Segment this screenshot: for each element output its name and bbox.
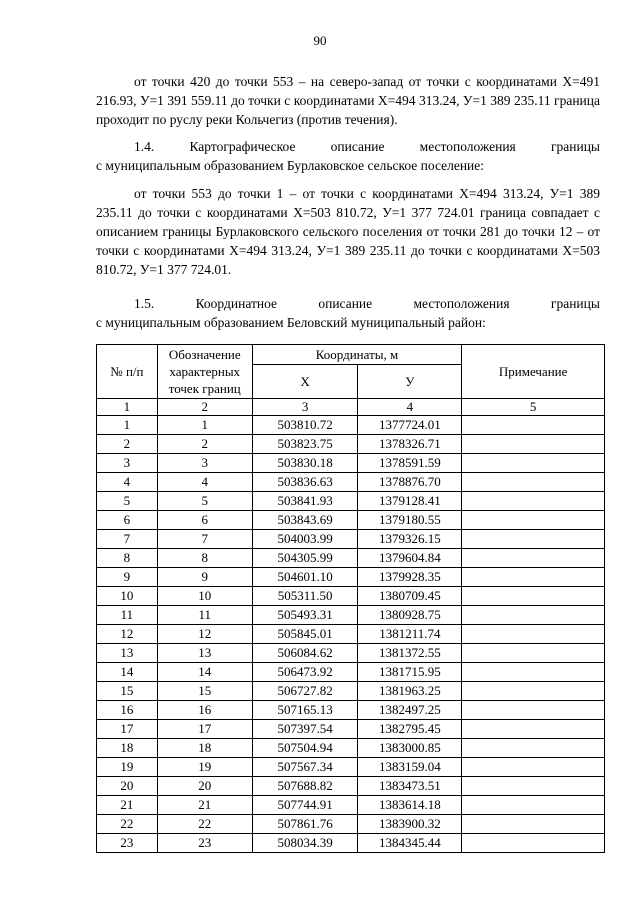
table-row [97, 644, 605, 663]
header-designation: Обозначение характерных точек границ [157, 345, 252, 399]
cell-row-number: 14 [97, 663, 158, 682]
cell-note [462, 758, 605, 777]
cell-row-number: 16 [97, 701, 158, 720]
cell-coord-x: 503823.75 [252, 435, 358, 454]
cell-coord-x: 507165.13 [252, 701, 358, 720]
cell-row-number: 1 [97, 416, 158, 435]
cell-row-number: 12 [97, 625, 158, 644]
cell-note [462, 644, 605, 663]
cell-point-designation: 1 [157, 416, 252, 435]
cell-coord-x: 506473.92 [252, 663, 358, 682]
cell-note [462, 701, 605, 720]
cell-coord-y: 1379928.35 [358, 568, 462, 587]
section-1-4-heading [96, 137, 600, 175]
cell-coord-y: 1383159.04 [358, 758, 462, 777]
cell-point-designation: 14 [157, 663, 252, 682]
table-row [97, 815, 605, 834]
cell-coord-y: 1381715.95 [358, 663, 462, 682]
cell-coord-y: 1384345.44 [358, 834, 462, 853]
table-row [97, 663, 605, 682]
cell-point-designation: 4 [157, 473, 252, 492]
cell-coord-x: 507504.94 [252, 739, 358, 758]
cell-point-designation: 11 [157, 606, 252, 625]
column-number: 4 [358, 399, 462, 416]
cell-point-designation: 9 [157, 568, 252, 587]
cell-point-designation: 20 [157, 777, 252, 796]
section-1-5-word: описание [318, 296, 373, 311]
table-row [97, 720, 605, 739]
page-number: 90 [313, 33, 327, 48]
column-number: 2 [157, 399, 252, 416]
cell-coord-x: 503843.69 [252, 511, 358, 530]
cell-note [462, 492, 605, 511]
table-row [97, 739, 605, 758]
cell-note [462, 435, 605, 454]
table-row [97, 454, 605, 473]
cell-coord-y: 1383473.51 [358, 777, 462, 796]
header-num: № п/п [97, 345, 158, 399]
cell-coord-x: 507397.54 [252, 720, 358, 739]
header-coordinates: Координаты, м [252, 345, 462, 365]
header-x: Х [252, 365, 358, 399]
cell-coord-y: 1382497.25 [358, 701, 462, 720]
cell-coord-x: 505845.01 [252, 625, 358, 644]
column-number: 3 [252, 399, 358, 416]
cell-note [462, 815, 605, 834]
cell-coord-x: 503830.18 [252, 454, 358, 473]
cell-coord-x: 503836.63 [252, 473, 358, 492]
cell-note [462, 511, 605, 530]
table-row [97, 758, 605, 777]
cell-row-number: 22 [97, 815, 158, 834]
cell-row-number: 20 [97, 777, 158, 796]
section-1-5-title-rest: с муниципальным образованием Беловский муниципальный район: [96, 315, 486, 330]
cell-coord-x: 507567.34 [252, 758, 358, 777]
cell-row-number: 7 [97, 530, 158, 549]
header-note: Примечание [462, 345, 605, 399]
cell-row-number: 11 [97, 606, 158, 625]
cell-coord-y: 1378876.70 [358, 473, 462, 492]
table-row [97, 777, 605, 796]
cell-note [462, 473, 605, 492]
section-1-4-number: 1.4. [134, 139, 155, 154]
section-1-5-number: 1.5. [134, 296, 155, 311]
table-row [97, 701, 605, 720]
cell-point-designation: 15 [157, 682, 252, 701]
cell-note [462, 625, 605, 644]
cell-coord-x: 505311.50 [252, 587, 358, 606]
cell-coord-y: 1377724.01 [358, 416, 462, 435]
column-numbers-row [97, 399, 605, 416]
cell-row-number: 10 [97, 587, 158, 606]
table-row [97, 435, 605, 454]
section-1-4-word: местоположения [419, 139, 516, 154]
cell-point-designation: 8 [157, 549, 252, 568]
coordinates-table [96, 344, 605, 853]
cell-coord-x: 507688.82 [252, 777, 358, 796]
cell-note [462, 834, 605, 853]
cell-note [462, 530, 605, 549]
cell-note [462, 454, 605, 473]
cell-row-number: 2 [97, 435, 158, 454]
cell-coord-y: 1379604.84 [358, 549, 462, 568]
table-row [97, 492, 605, 511]
table-row [97, 530, 605, 549]
cell-point-designation: 3 [157, 454, 252, 473]
cell-note [462, 549, 605, 568]
cell-note [462, 606, 605, 625]
cell-row-number: 18 [97, 739, 158, 758]
cell-point-designation: 17 [157, 720, 252, 739]
table-row [97, 796, 605, 815]
table-row [97, 587, 605, 606]
cell-coord-x: 504601.10 [252, 568, 358, 587]
section-1-4-word: описание [330, 139, 385, 154]
section-1-4-word: границы [550, 139, 600, 154]
cell-coord-y: 1383614.18 [358, 796, 462, 815]
cell-coord-x: 507861.76 [252, 815, 358, 834]
paragraph-burlakovskoe-boundary: от точки 553 до точки 1 – от точки с координатами Х=494 313.24, У=1 389 235.11 до точки с координатами Х=503 810.72, У=1 377 724.01 граница совпадает с описанием границы Бурлаковского сельского поселения от точки 281 до точки 12 – от точки с координатами Х=494 313.24, У=1 389 235.11 до точки с координатами Х=503 810.72, У=1 377 724.01. [96, 186, 600, 277]
cell-row-number: 4 [97, 473, 158, 492]
cell-note [462, 587, 605, 606]
cell-row-number: 13 [97, 644, 158, 663]
cell-row-number: 9 [97, 568, 158, 587]
cell-row-number: 3 [97, 454, 158, 473]
cell-note [462, 416, 605, 435]
section-1-4-word: Картографическое [189, 139, 296, 154]
cell-point-designation: 16 [157, 701, 252, 720]
cell-coord-x: 504305.99 [252, 549, 358, 568]
section-1-5-heading [96, 294, 600, 332]
cell-point-designation: 21 [157, 796, 252, 815]
cell-coord-y: 1379180.55 [358, 511, 462, 530]
cell-coord-x: 506727.82 [252, 682, 358, 701]
cell-point-designation: 18 [157, 739, 252, 758]
cell-point-designation: 5 [157, 492, 252, 511]
cell-point-designation: 22 [157, 815, 252, 834]
cell-coord-y: 1381211.74 [358, 625, 462, 644]
cell-row-number: 19 [97, 758, 158, 777]
table-row [97, 549, 605, 568]
cell-point-designation: 7 [157, 530, 252, 549]
cell-coord-y: 1380928.75 [358, 606, 462, 625]
cell-point-designation: 2 [157, 435, 252, 454]
cell-row-number: 6 [97, 511, 158, 530]
section-1-5-word: Координатное [195, 296, 277, 311]
cell-point-designation: 12 [157, 625, 252, 644]
cell-coord-x: 507744.91 [252, 796, 358, 815]
cell-point-designation: 23 [157, 834, 252, 853]
cell-coord-y: 1378591.59 [358, 454, 462, 473]
cell-coord-y: 1381963.25 [358, 682, 462, 701]
table-row [97, 834, 605, 853]
cell-point-designation: 13 [157, 644, 252, 663]
cell-row-number: 17 [97, 720, 158, 739]
column-number: 5 [462, 399, 605, 416]
cell-coord-y: 1378326.71 [358, 435, 462, 454]
cell-coord-y: 1379326.15 [358, 530, 462, 549]
cell-note [462, 682, 605, 701]
cell-note [462, 777, 605, 796]
table-row [97, 473, 605, 492]
table-row [97, 416, 605, 435]
cell-coord-x: 503841.93 [252, 492, 358, 511]
table-row [97, 625, 605, 644]
cell-row-number: 21 [97, 796, 158, 815]
cell-coord-x: 504003.99 [252, 530, 358, 549]
cell-coord-x: 503810.72 [252, 416, 358, 435]
table-body [97, 416, 605, 853]
cell-note [462, 796, 605, 815]
cell-row-number: 8 [97, 549, 158, 568]
section-1-5-title-line [96, 294, 600, 313]
cell-note [462, 663, 605, 682]
table-row [97, 682, 605, 701]
cell-coord-x: 506084.62 [252, 644, 358, 663]
table-row [97, 511, 605, 530]
column-number: 1 [97, 399, 158, 416]
section-1-5-word: местоположения [413, 296, 510, 311]
section-1-4-title-rest: с муниципальным образованием Бурлаковское сельское поселение: [96, 158, 485, 173]
section-1-5-word: границы [550, 296, 600, 311]
header-y: У [358, 365, 462, 399]
cell-row-number: 5 [97, 492, 158, 511]
cell-row-number: 23 [97, 834, 158, 853]
paragraph-boundary-kolchegiz: от точки 420 до точки 553 – на северо-запад от точки с координатами Х=491 216.93, У=1 391 559.11 до точки с координатами Х=494 313.24, У=1 389 235.11 граница проходит по руслу реки Кольчегиз (против течения). [96, 74, 600, 127]
cell-note [462, 568, 605, 587]
cell-note [462, 720, 605, 739]
cell-coord-y: 1381372.55 [358, 644, 462, 663]
cell-coord-y: 1379128.41 [358, 492, 462, 511]
cell-coord-y: 1383900.32 [358, 815, 462, 834]
table-row [97, 568, 605, 587]
section-1-4-title-line [96, 137, 600, 156]
cell-coord-y: 1382795.45 [358, 720, 462, 739]
cell-point-designation: 6 [157, 511, 252, 530]
table-row [97, 606, 605, 625]
cell-coord-y: 1383000.85 [358, 739, 462, 758]
cell-point-designation: 19 [157, 758, 252, 777]
cell-coord-y: 1380709.45 [358, 587, 462, 606]
cell-coord-x: 505493.31 [252, 606, 358, 625]
cell-coord-x: 508034.39 [252, 834, 358, 853]
cell-point-designation: 10 [157, 587, 252, 606]
cell-row-number: 15 [97, 682, 158, 701]
cell-note [462, 739, 605, 758]
